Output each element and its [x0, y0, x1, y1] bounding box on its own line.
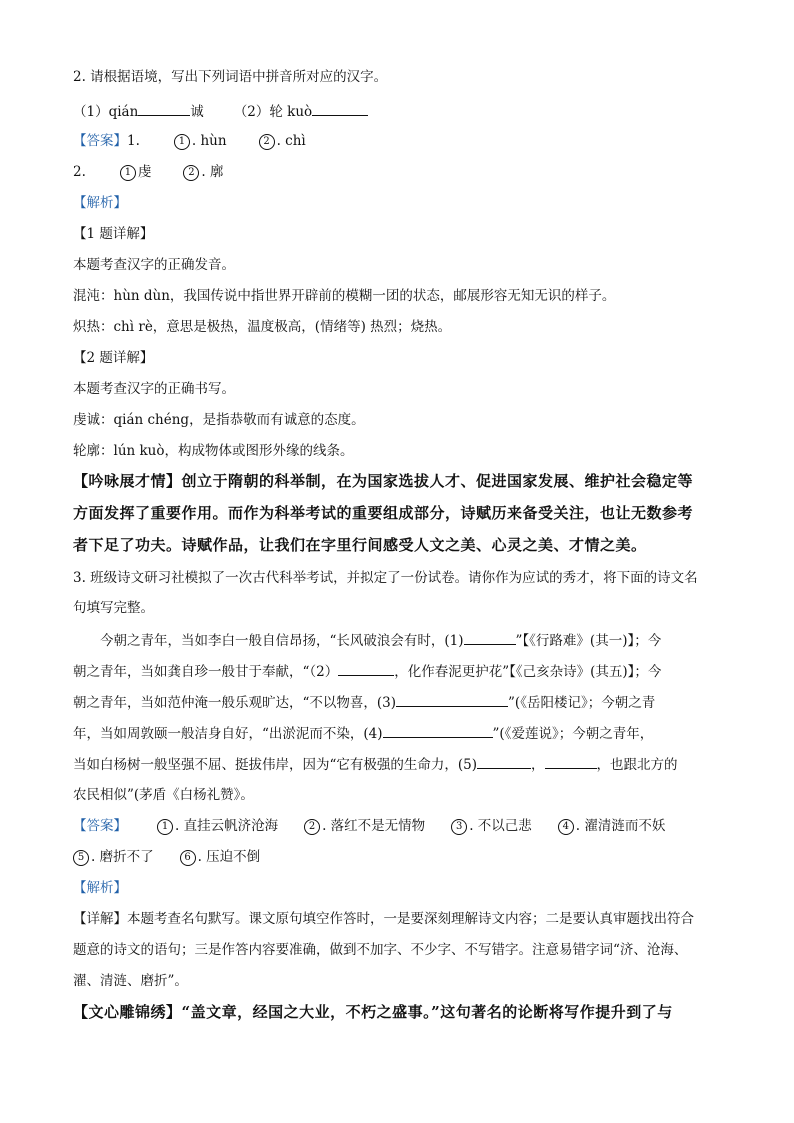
answer-value: . 压迫不倒 [197, 849, 261, 865]
detail2-tag: 【2 题详解】 [73, 350, 154, 366]
q3-passage-line [73, 723, 653, 744]
detail2-line: 本题考查汉字的正确书写。 [73, 381, 235, 397]
passage-text: 朝之青年，当如龚自珍一般甘于奉献，“（2） [73, 664, 339, 680]
detail-line: 【详解】本题考查名句默写。课文原句填空作答时，一是要深刻理解诗文内容；二是要认真审题找出符合 [73, 911, 694, 927]
q3-passage-line [100, 630, 661, 651]
blank-2 [312, 101, 368, 116]
detail1-tag: 【1 题详解】 [73, 226, 154, 242]
detail1-line: 炽热：chì rè，意思是极热，温度极高，(情绪等) 热烈；烧热。 [73, 319, 452, 335]
answer-tag: 【答案】 [73, 818, 127, 834]
answer-number: 2. [73, 164, 86, 180]
answer-value: . hùn [191, 133, 227, 149]
answer-value: . 落红不是无情物 [322, 818, 426, 834]
q3-answer-row1 [73, 816, 665, 836]
answer-value: 虔 [137, 164, 152, 180]
passage-text: ，化作春泥更护花”【《己亥杂诗》(其五)】；今 [394, 664, 662, 680]
q3-passage-line [73, 692, 655, 713]
answer-value: . 廓 [201, 164, 224, 180]
circled-number: 2 [183, 165, 199, 181]
detail1-line: 本题考查汉字的正确发音。 [73, 257, 235, 273]
circled-number: 3 [451, 819, 467, 835]
analysis-tag: 【解析】 [73, 880, 127, 896]
circled-number: 6 [180, 850, 196, 866]
q3-answer-row2 [73, 847, 260, 867]
passage-text: 年，当如周敦颐一般洁身自好，“出淤泥而不染，(4) [73, 726, 383, 742]
feature-paragraph-line: 者下足了功夫。诗赋作品，让我们在字里行间感受人文之美、心灵之美、才情之美。 [73, 536, 647, 554]
q2-prompt: 2. 请根据语境，写出下列词语中拼音所对应的汉字。 [73, 69, 388, 85]
answer-value: . chì [276, 133, 306, 149]
circled-number: 1 [120, 165, 136, 181]
answer-number: 1. [127, 133, 140, 149]
detail-line: 题意的诗文的语句；三是作答内容要准确，做到不加字、不少字、不写错字。注意易错字词“济、沧海、 [73, 942, 688, 958]
passage-text: ， [531, 757, 545, 773]
circled-number: 4 [558, 819, 574, 835]
q2-item1-pre: （1）qián [73, 104, 139, 120]
answer-value: . 濯清涟而不妖 [575, 818, 666, 834]
q2-answer-row1 [73, 131, 306, 151]
detail-line: 濯、清涟、磨折”。 [73, 973, 188, 989]
blank-3 [396, 692, 508, 707]
q2-item1-post: 诚 [190, 104, 204, 120]
passage-text: 当如白杨树一般坚强不屈、挺拔伟岸，因为“它有极强的生命力，(5) [73, 757, 478, 773]
answer-tag: 【答案】 [73, 133, 127, 149]
feature-paragraph-line: 【文心雕锦绣】“盖文章，经国之大业，不朽之盛事。”这句著名的论断将写作提升到了与 [73, 1003, 673, 1021]
blank-5a [477, 754, 531, 769]
q3-passage-line: 农民相似”(茅盾《白杨礼赞》。 [73, 787, 254, 803]
passage-text: ”【《行路难》(其一)】；今 [515, 633, 662, 649]
feature-paragraph-line: 【吟咏展才情】创立于隋朝的科举制，在为国家选拔人才、促进国家发展、维护社会稳定等 [73, 472, 694, 490]
circled-number: 1 [157, 819, 173, 835]
detail2-line: 轮廓：lún kuò，构成物体或图形外缘的线条。 [73, 443, 354, 459]
q3-prompt: 3. 班级诗文研习社模拟了一次古代科举考试，并拟定了一份试卷。请你作为应试的秀才，将下面的诗文名 [73, 570, 698, 586]
q2-items [73, 101, 368, 122]
q3-passage-line [73, 661, 661, 682]
blank-2 [338, 661, 394, 676]
blank-1 [464, 630, 516, 645]
passage-text: ”(《爱莲说》；今朝之青年， [492, 726, 654, 742]
circled-number: 5 [73, 850, 89, 866]
passage-text: 今朝之青年，当如李白一般自信昂扬，“长风破浪会有时，(1) [100, 633, 464, 649]
answer-value: . 磨折不了 [91, 849, 154, 865]
passage-text: ”(《岳阳楼记》；今朝之青 [508, 695, 656, 711]
q2-answer-row2 [73, 162, 223, 182]
q3-passage-line [73, 754, 678, 775]
detail2-line: 虔诚：qián chéng，是指恭敬而有诚意的态度。 [73, 412, 365, 428]
blank-4 [383, 723, 493, 738]
feature-paragraph-line: 方面发挥了重要作用。而作为科举考试的重要组成部分，诗赋历来备受关注，也让无数参考 [73, 504, 694, 522]
blank-5b [545, 754, 597, 769]
q3-prompt: 句填写完整。 [73, 600, 154, 616]
detail1-line: 混沌：hùn dùn，我国传说中指世界开辟前的模糊一团的状态，邮展形容无知无识的样子。 [73, 288, 616, 304]
answer-value: . 不以己悲 [469, 818, 532, 834]
circled-number: 1 [174, 134, 190, 150]
circled-number: 2 [304, 819, 320, 835]
answer-value: . 直挂云帆济沧海 [175, 818, 279, 834]
analysis-tag: 【解析】 [73, 195, 127, 211]
circled-number: 2 [259, 134, 275, 150]
passage-text: 朝之青年，当如范仲淹一般乐观旷达，“不以物喜，(3) [73, 695, 397, 711]
q2-item2-pre: （2）轮 kuò [233, 104, 313, 120]
blank-1 [138, 101, 190, 116]
passage-text: ，也跟北方的 [596, 757, 678, 773]
